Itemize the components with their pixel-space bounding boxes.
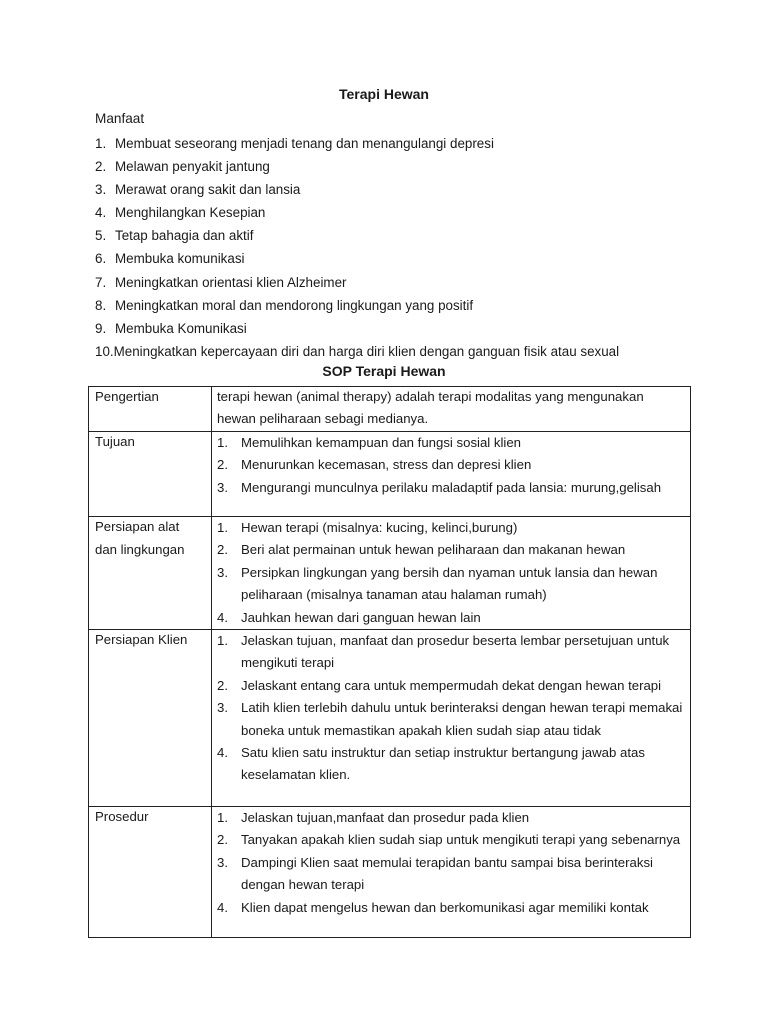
list-item: 10.Meningkatkan kepercayaan diri dan harga diri klien dengan ganguan fisik atau sexual — [95, 343, 620, 359]
row-label-prosedur: Prosedur — [89, 807, 212, 938]
list-item: 1. Jelaskan tujuan,manfaat dan prosedur pada klien — [217, 810, 530, 826]
sop-title: SOP Terapi Hewan — [322, 363, 446, 379]
list-item: 1. Membuat seseorang menjadi tenang dan menangulangi depresi — [95, 136, 494, 151]
list-item: 3. Dampingi Klien saat memulai terapidan bantu sampai bisa berinteraksi dengan hewan terapi — [217, 854, 653, 893]
list-item: 1. Jelaskan tujuan, manfaat dan prosedur beserta lembar persetujuan untuk mengikuti terapi — [217, 633, 670, 671]
row-label-persiapan-alat: Persiapan alat dan lingkungan — [89, 517, 212, 630]
list-item: 4. Menghilangkan Kesepian — [95, 205, 266, 221]
document-title: Terapi Hewan — [339, 86, 429, 102]
list-item: 4. Satu klien satu instruktur dan setiap instruktur bertangung jawab atas keselamatan klien. — [217, 745, 645, 783]
list-item: 8. Meningkatkan moral dan mendorong lingkungan yang positif — [95, 297, 474, 313]
row-content-prosedur — [212, 807, 691, 938]
table-row — [89, 630, 691, 807]
list-item: 7. Meningkatkan orientasi klien Alzheimer — [95, 274, 347, 290]
list-item: 3. Latih klien terlebih dahulu untuk berinteraksi dengan hewan terapi memakai boneka untuk memastikan apakah klien sudah siap atau tidak — [217, 700, 683, 738]
list-item: 2. Melawan penyakit jantung — [95, 159, 270, 175]
list-item: 4. Jauhkan hewan dari ganguan hewan lain — [217, 609, 481, 625]
table-row — [89, 432, 691, 517]
list-item: 3. Mengurangi munculnya perilaku maladaptif pada lansia: murung,gelisah — [217, 479, 662, 495]
list-item: 1. Hewan terapi (misalnya: kucing, kelinci,burung) — [217, 520, 518, 535]
table-row — [89, 807, 691, 938]
list-item: 4. Klien dapat mengelus hewan dan berkomunikasi agar memiliki kontak — [217, 899, 649, 915]
list-item: 3. Merawat orang sakit dan lansia — [95, 182, 301, 198]
row-label-tujuan: Tujuan — [89, 432, 212, 517]
list-item: 2. Jelaskant entang cara untuk mempermudah dekat dengan hewan terapi — [217, 677, 662, 693]
list-item: 9. Membuka Komunikasi — [95, 320, 247, 336]
list-item: 1. Memulihkan kemampuan dan fungsi sosial klien — [217, 435, 522, 450]
row-content-persiapan-alat — [212, 517, 691, 630]
list-item: 5. Tetap bahagia dan aktif — [95, 228, 254, 244]
row-content-persiapan-klien — [212, 630, 691, 807]
manfaat-heading: Manfaat — [95, 111, 145, 126]
manfaat-list — [95, 132, 619, 363]
row-content-pengertian: terapi hewan (animal therapy) adalah terapi modalitas yang mengunakan hewan peliharaan sebagi medianya. — [212, 387, 691, 432]
row-content-tujuan — [212, 432, 691, 517]
row-label-pengertian: Pengertian — [89, 387, 212, 432]
table-row — [89, 387, 691, 432]
list-item: 2. Beri alat permainan untuk hewan peliharaan dan makanan hewan — [217, 542, 626, 558]
list-item: 6. Membuka komunikasi — [95, 251, 245, 267]
list-item: 2. Tanyakan apakah klien sudah siap untuk mengikuti terapi yang sebenarnya — [217, 832, 681, 848]
sop-table — [88, 386, 691, 938]
list-item: 3. Persipkan lingkungan yang bersih dan nyaman untuk lansia dan hewan peliharaan (misalnya tanaman atau halaman rumah) — [217, 564, 658, 603]
row-label-persiapan-klien: Persiapan Klien — [89, 630, 212, 807]
table-row — [89, 517, 691, 630]
list-item: 2. Menurunkan kecemasan, stress dan depresi klien — [217, 457, 532, 473]
